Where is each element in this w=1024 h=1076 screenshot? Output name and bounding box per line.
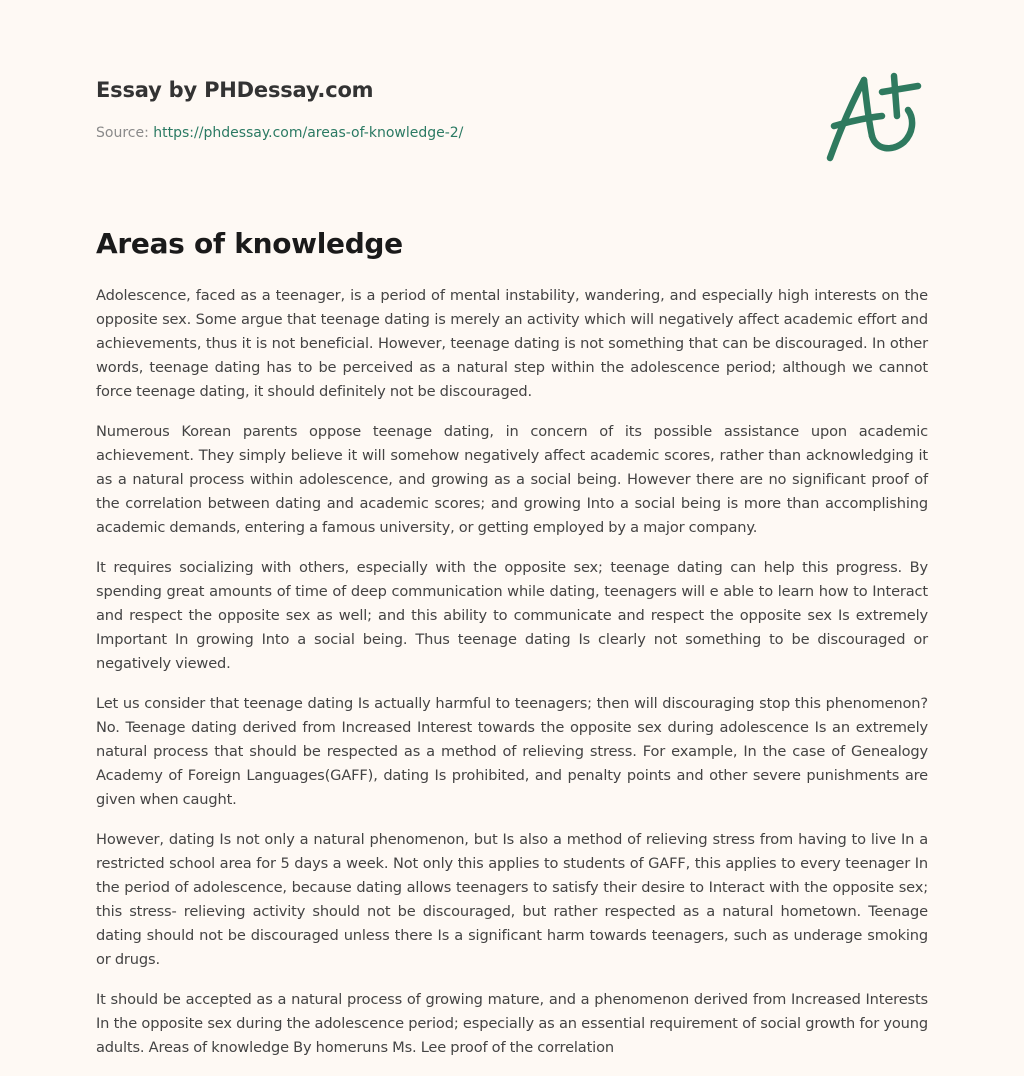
- a-plus-grade-icon: [820, 66, 930, 166]
- essay-paragraph: Numerous Korean parents oppose teenage dating, in concern of its possible assistance upon academic achievement. They simply believe it will somehow negatively affect academic scores, rather than acknowledging it as a natural process within adolescence, and growing as a social being. However there are no significant proof of the correlation between dating and academic scores; and growing Into a social being is more than accomplishing academic demands, entering a famous university, or getting employed by a major company.: [96, 423, 928, 536]
- essay-title: Areas of knowledge: [96, 227, 403, 260]
- essay-paragraph: It should be accepted as a natural process of growing mature, and a phenomenon derived from Increased Interests In the opposite sex during the adolescence period; especially as an essential requirement of social growth for young adults. Areas of knowledge By homeruns Ms. Lee proof of the correlation: [96, 991, 928, 1056]
- source-link[interactable]: https://phdessay.com/areas-of-knowledge-2/: [153, 125, 464, 141]
- essay-body: [96, 284, 928, 1076]
- essay-header: [96, 76, 936, 142]
- brand-title: Essay by PHDessay.com: [96, 78, 374, 102]
- source-label: Source:: [96, 125, 154, 141]
- essay-paragraph: Let us consider that teenage dating Is actually harmful to teenagers; then will discouraging stop this phenomenon? No. Teenage dating derived from Increased Interest towards the opposite sex during adolescence Is an extremely natural process that should be respected as a method of relieving stress. For example, In the case of Genealogy Academy of Foreign Languages(GAFF), dating Is prohibited, and penalty points and other severe punishments are given when caught.: [96, 695, 928, 808]
- essay-paragraph: Adolescence, faced as a teenager, is a period of mental instability, wandering, and especially high interests on the opposite sex. Some argue that teenage dating is merely an activity which will negatively affect academic effort and achievements, thus it is not beneficial. However, teenage dating is not something that can be discouraged. In other words, teenage dating has to be perceived as a natural step within the adolescence period; although we cannot force teenage dating, it should definitely not be discouraged.: [96, 287, 928, 400]
- essay-paragraph: It requires socializing with others, especially with the opposite sex; teenage dating can help this progress. By spending great amounts of time of deep communication while dating, teenagers will e able to learn how to Interact and respect the opposite sex as well; and this ability to communicate and respect the opposite sex Is extremely Important In growing Into a social being. Thus teenage dating Is clearly not something to be discouraged or negatively viewed.: [96, 559, 928, 672]
- essay-paragraph: However, dating Is not only a natural phenomenon, but Is also a method of relieving stress from having to live In a restricted school area for 5 days a week. Not only this applies to students of GAFF, this applies to every teenager In the period of adolescence, because dating allows teenagers to satisfy their desire to Interact with the opposite sex; this stress- relieving activity should not be discouraged, but rather respected as a natural hometown. Teenage dating should not be discouraged unless there Is a significant harm towards teenagers, such as underage smoking or drugs.: [96, 831, 928, 968]
- source-line: [96, 124, 936, 142]
